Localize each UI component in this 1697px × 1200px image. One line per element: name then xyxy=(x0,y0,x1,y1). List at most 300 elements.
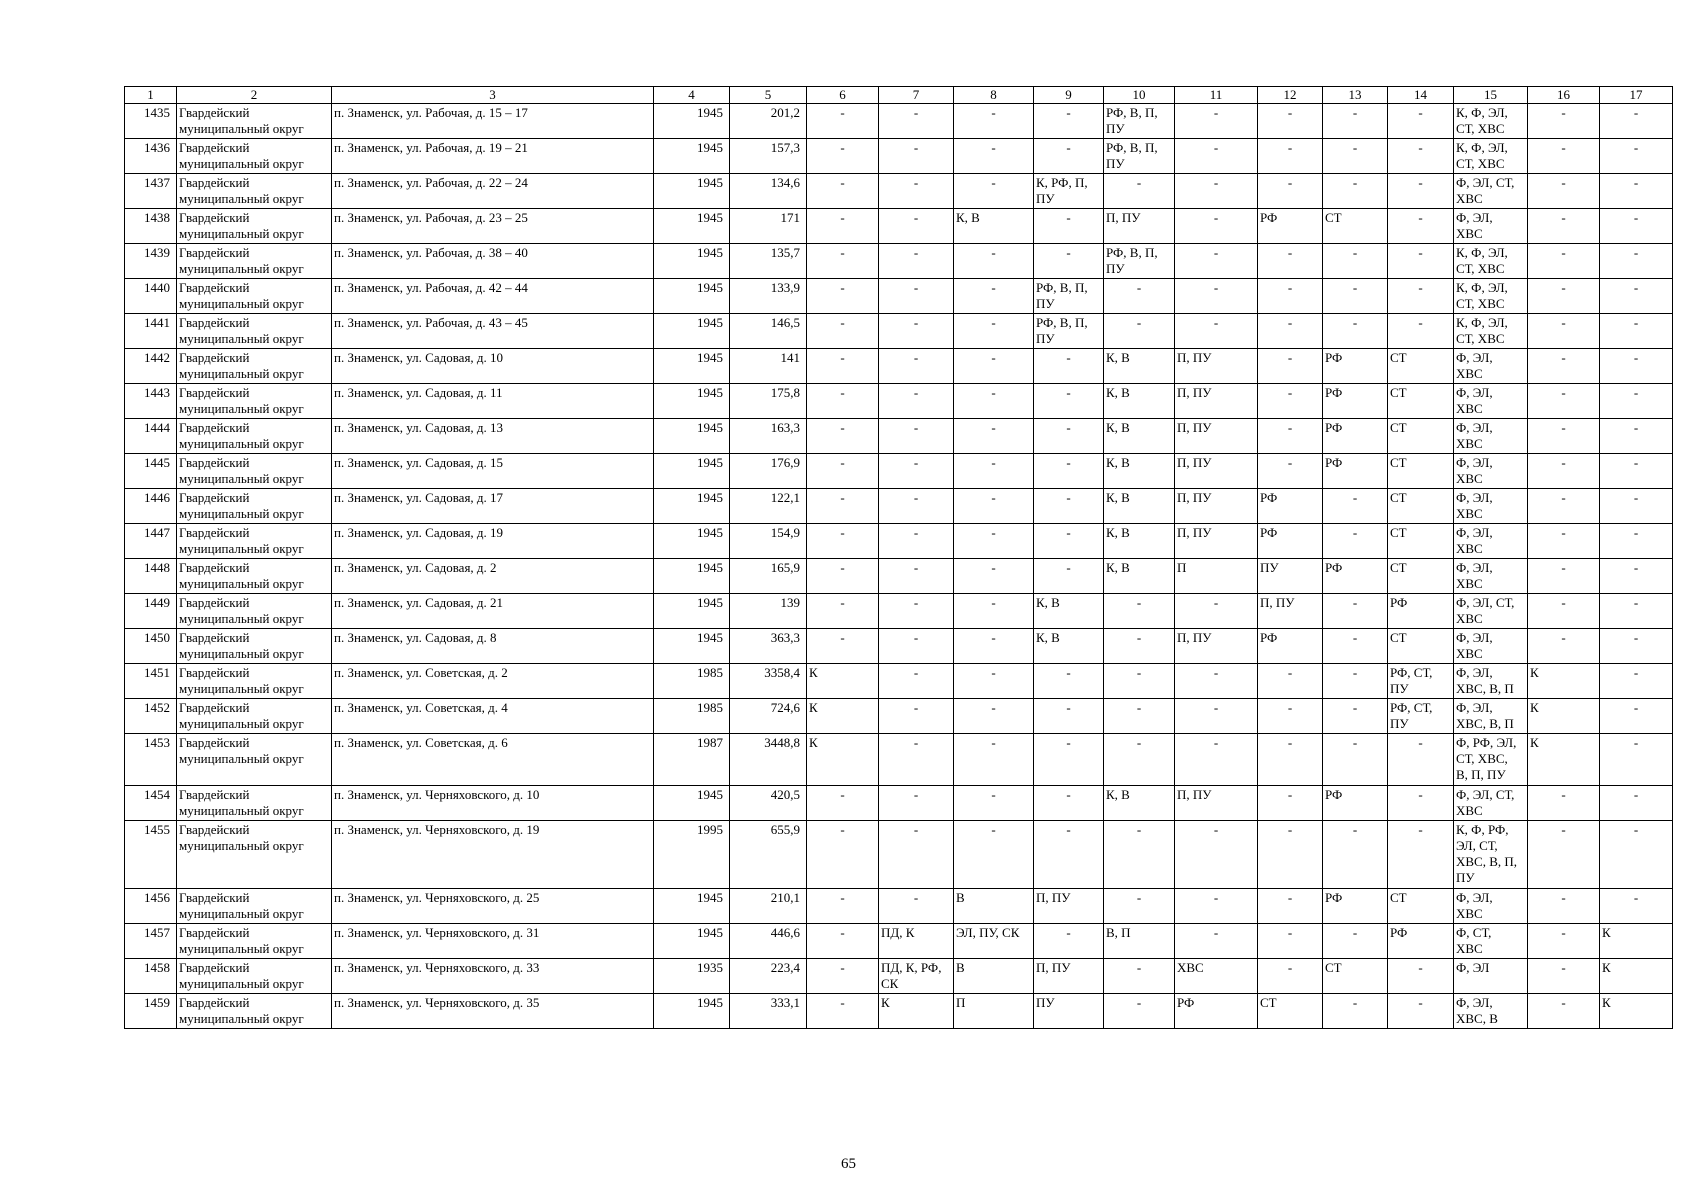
table-row xyxy=(125,104,1673,139)
table-cell: - xyxy=(1104,889,1175,924)
table-cell: ПД, К xyxy=(879,924,954,959)
table-cell: - xyxy=(879,489,954,524)
table-cell: 1945 xyxy=(654,349,730,384)
table-row xyxy=(125,734,1673,786)
table-cell: - xyxy=(1323,924,1388,959)
table-cell: - xyxy=(1323,104,1388,139)
table-cell: Гвардейский муниципальный округ xyxy=(177,314,332,349)
table-cell: - xyxy=(954,139,1034,174)
table-cell: 141 xyxy=(730,349,807,384)
table-cell: - xyxy=(1600,594,1673,629)
table-cell: П, ПУ xyxy=(1175,349,1258,384)
column-header-1: 1 xyxy=(125,87,177,104)
table-cell: 1440 xyxy=(125,279,177,314)
table-cell: - xyxy=(1104,664,1175,699)
table-cell: - xyxy=(1528,279,1600,314)
table-cell: - xyxy=(1104,594,1175,629)
table-cell: 655,9 xyxy=(730,821,807,889)
table-cell: п. Знаменск, ул. Черняховского, д. 31 xyxy=(332,924,654,959)
column-header-15: 15 xyxy=(1454,87,1528,104)
table-cell: Ф, ЭЛ, СТ, ХВС xyxy=(1454,594,1528,629)
table-cell: - xyxy=(879,104,954,139)
table-cell: п. Знаменск, ул. Садовая, д. 17 xyxy=(332,489,654,524)
table-cell: 1945 xyxy=(654,454,730,489)
table-cell: - xyxy=(1600,664,1673,699)
table-cell: Гвардейский муниципальный округ xyxy=(177,349,332,384)
table-cell: РФ xyxy=(1323,889,1388,924)
table-cell: - xyxy=(1528,139,1600,174)
table-cell: - xyxy=(1104,279,1175,314)
table-cell: п. Знаменск, ул. Рабочая, д. 38 – 40 xyxy=(332,244,654,279)
table-cell: - xyxy=(1258,349,1323,384)
table-cell: Ф, ЭЛ, СТ, ХВС xyxy=(1454,786,1528,821)
table-cell: - xyxy=(1528,174,1600,209)
table-cell: П, ПУ xyxy=(1175,419,1258,454)
table-cell: Гвардейский муниципальный округ xyxy=(177,489,332,524)
table-cell: - xyxy=(1528,244,1600,279)
table-cell: п. Знаменск, ул. Садовая, д. 10 xyxy=(332,349,654,384)
table-cell: - xyxy=(1323,821,1388,889)
table-cell: 1456 xyxy=(125,889,177,924)
table-cell: СТ xyxy=(1388,524,1454,559)
table-cell: п. Знаменск, ул. Садовая, д. 21 xyxy=(332,594,654,629)
table-cell: - xyxy=(1258,139,1323,174)
table-row xyxy=(125,209,1673,244)
table-cell: 1445 xyxy=(125,454,177,489)
table-cell: - xyxy=(1175,174,1258,209)
table-cell: 1454 xyxy=(125,786,177,821)
table-cell: п. Знаменск, ул. Рабочая, д. 15 – 17 xyxy=(332,104,654,139)
table-cell: - xyxy=(879,734,954,786)
table-cell: - xyxy=(807,419,879,454)
table-cell: 1985 xyxy=(654,699,730,734)
table-cell: К, Ф, ЭЛ, СТ, ХВС xyxy=(1454,314,1528,349)
table-cell: п. Знаменск, ул. Черняховского, д. 35 xyxy=(332,994,654,1029)
table-cell: 1435 xyxy=(125,104,177,139)
table-cell: 133,9 xyxy=(730,279,807,314)
table-cell: П, ПУ xyxy=(1175,524,1258,559)
table-cell: РФ xyxy=(1175,994,1258,1029)
table-cell: 1437 xyxy=(125,174,177,209)
table-row xyxy=(125,629,1673,664)
table-cell: К xyxy=(807,664,879,699)
table-cell: Гвардейский муниципальный округ xyxy=(177,786,332,821)
table-cell: К, В xyxy=(1104,454,1175,489)
table-cell: СТ xyxy=(1388,454,1454,489)
table-cell: - xyxy=(1388,959,1454,994)
table-cell: - xyxy=(1104,821,1175,889)
table-cell: 1945 xyxy=(654,524,730,559)
table-cell: 1441 xyxy=(125,314,177,349)
table-cell: П xyxy=(1175,559,1258,594)
table-cell: - xyxy=(1600,244,1673,279)
table-cell: П, ПУ xyxy=(1175,629,1258,664)
table-cell: ЭЛ, ПУ, СК xyxy=(954,924,1034,959)
table-cell: СТ xyxy=(1388,419,1454,454)
table-cell: п. Знаменск, ул. Садовая, д. 19 xyxy=(332,524,654,559)
table-cell: - xyxy=(1388,821,1454,889)
table-cell: - xyxy=(879,419,954,454)
table-cell: 1451 xyxy=(125,664,177,699)
table-cell: - xyxy=(807,104,879,139)
table-cell: 1446 xyxy=(125,489,177,524)
table-cell: - xyxy=(1175,594,1258,629)
table-cell: Гвардейский муниципальный округ xyxy=(177,924,332,959)
table-cell: - xyxy=(1034,419,1104,454)
table-cell: - xyxy=(1258,821,1323,889)
table-cell: - xyxy=(1175,209,1258,244)
table-cell: - xyxy=(1034,209,1104,244)
table-cell: - xyxy=(1528,959,1600,994)
table-cell: К, Ф, РФ, ЭЛ, СТ, ХВС, В, П, ПУ xyxy=(1454,821,1528,889)
table-cell: - xyxy=(1175,699,1258,734)
table-cell: СТ xyxy=(1388,629,1454,664)
table-cell: - xyxy=(1034,384,1104,419)
table-cell: - xyxy=(1175,924,1258,959)
table-cell: - xyxy=(807,924,879,959)
column-header-11: 11 xyxy=(1175,87,1258,104)
table-cell: - xyxy=(1528,419,1600,454)
table-row xyxy=(125,786,1673,821)
table-cell: 1945 xyxy=(654,594,730,629)
table-cell: - xyxy=(1034,924,1104,959)
table-cell: 1945 xyxy=(654,174,730,209)
table-cell: - xyxy=(1258,454,1323,489)
table-cell: К, Ф, ЭЛ, СТ, ХВС xyxy=(1454,244,1528,279)
table-cell: - xyxy=(954,244,1034,279)
table-cell: - xyxy=(1600,889,1673,924)
table-cell: К, В xyxy=(1104,489,1175,524)
table-cell: 165,9 xyxy=(730,559,807,594)
table-cell: 1439 xyxy=(125,244,177,279)
table-cell: п. Знаменск, ул. Советская, д. 2 xyxy=(332,664,654,699)
table-cell: - xyxy=(807,629,879,664)
table-cell: - xyxy=(954,629,1034,664)
table-cell: - xyxy=(879,699,954,734)
table-cell: - xyxy=(1034,104,1104,139)
table-cell: - xyxy=(1600,699,1673,734)
table-cell: - xyxy=(1600,349,1673,384)
table-cell: П, ПУ xyxy=(1175,489,1258,524)
table-cell: 1453 xyxy=(125,734,177,786)
table-cell: П, ПУ xyxy=(1175,454,1258,489)
table-cell: - xyxy=(807,244,879,279)
table-cell: РФ xyxy=(1388,924,1454,959)
table-cell: - xyxy=(879,664,954,699)
table-row xyxy=(125,699,1673,734)
table-cell: - xyxy=(1528,594,1600,629)
table-cell: - xyxy=(1175,821,1258,889)
table-cell: В xyxy=(954,959,1034,994)
table-cell: - xyxy=(954,821,1034,889)
table-cell: - xyxy=(1034,489,1104,524)
table-cell: 1945 xyxy=(654,786,730,821)
table-cell: - xyxy=(1528,349,1600,384)
table-cell: РФ, В, П, ПУ xyxy=(1034,279,1104,314)
table-cell: К xyxy=(807,699,879,734)
table-cell: 1945 xyxy=(654,419,730,454)
table-cell: Ф, ЭЛ, ХВС xyxy=(1454,889,1528,924)
table-cell: - xyxy=(879,384,954,419)
table-cell: - xyxy=(1388,244,1454,279)
table-cell: - xyxy=(1104,994,1175,1029)
table-cell: - xyxy=(807,139,879,174)
table-cell: П, ПУ xyxy=(1034,889,1104,924)
table-cell: Ф, ЭЛ, ХВС xyxy=(1454,559,1528,594)
table-cell: - xyxy=(1258,959,1323,994)
table-cell: П, ПУ xyxy=(1258,594,1323,629)
table-cell: - xyxy=(807,384,879,419)
table-cell: - xyxy=(954,279,1034,314)
table-cell: - xyxy=(807,314,879,349)
table-cell: - xyxy=(1175,314,1258,349)
table-cell: - xyxy=(1388,734,1454,786)
table-cell: 446,6 xyxy=(730,924,807,959)
table-cell: - xyxy=(1258,279,1323,314)
table-cell: 1458 xyxy=(125,959,177,994)
table-cell: 1438 xyxy=(125,209,177,244)
table-cell: - xyxy=(1528,104,1600,139)
table-cell: п. Знаменск, ул. Садовая, д. 15 xyxy=(332,454,654,489)
table-cell: - xyxy=(879,209,954,244)
table-cell: - xyxy=(807,594,879,629)
table-cell: Гвардейский муниципальный округ xyxy=(177,734,332,786)
table-cell: Ф, ЭЛ, ХВС xyxy=(1454,489,1528,524)
table-cell: 363,3 xyxy=(730,629,807,664)
table-cell: - xyxy=(1388,279,1454,314)
table-cell: - xyxy=(1388,104,1454,139)
column-header-4: 4 xyxy=(654,87,730,104)
table-cell: РФ, В, П, ПУ xyxy=(1034,314,1104,349)
table-cell: 1450 xyxy=(125,629,177,664)
column-header-9: 9 xyxy=(1034,87,1104,104)
table-cell: - xyxy=(954,174,1034,209)
table-cell: - xyxy=(1323,314,1388,349)
table-row xyxy=(125,994,1673,1029)
table-cell: - xyxy=(954,559,1034,594)
table-cell: - xyxy=(1104,174,1175,209)
table-cell: 1987 xyxy=(654,734,730,786)
table-cell: - xyxy=(1258,734,1323,786)
table-cell: 1945 xyxy=(654,924,730,959)
table-cell: - xyxy=(807,454,879,489)
table-cell: Гвардейский муниципальный округ xyxy=(177,454,332,489)
table-cell: РФ xyxy=(1388,594,1454,629)
table-cell: Ф, ЭЛ, ХВС xyxy=(1454,209,1528,244)
table-cell: 135,7 xyxy=(730,244,807,279)
table-cell: - xyxy=(1600,209,1673,244)
table-cell: - xyxy=(1600,454,1673,489)
table-cell: П xyxy=(954,994,1034,1029)
table-cell: РФ, В, П, ПУ xyxy=(1104,139,1175,174)
table-cell: Ф, ЭЛ, ХВС xyxy=(1454,454,1528,489)
table-cell: - xyxy=(1388,786,1454,821)
column-header-17: 17 xyxy=(1600,87,1673,104)
table-cell: 1945 xyxy=(654,889,730,924)
table-cell: РФ xyxy=(1323,384,1388,419)
table-cell: - xyxy=(807,786,879,821)
table-cell: 163,3 xyxy=(730,419,807,454)
column-header-13: 13 xyxy=(1323,87,1388,104)
table-cell: 1945 xyxy=(654,384,730,419)
table-cell: - xyxy=(954,734,1034,786)
table-cell: 171 xyxy=(730,209,807,244)
table-cell: - xyxy=(879,594,954,629)
table-cell: - xyxy=(1600,489,1673,524)
table-cell: - xyxy=(1600,314,1673,349)
table-cell: Ф, ЭЛ, ХВС, В xyxy=(1454,994,1528,1029)
table-cell: Гвардейский муниципальный округ xyxy=(177,699,332,734)
table-cell: - xyxy=(1175,734,1258,786)
table-cell: - xyxy=(1258,314,1323,349)
table-cell: Ф, ЭЛ, СТ, ХВС xyxy=(1454,174,1528,209)
table-cell: - xyxy=(1258,699,1323,734)
table-cell: - xyxy=(1258,664,1323,699)
table-cell: П, ПУ xyxy=(1034,959,1104,994)
table-cell: - xyxy=(1104,959,1175,994)
table-cell: К xyxy=(1600,924,1673,959)
table-row xyxy=(125,594,1673,629)
table-cell: - xyxy=(1600,734,1673,786)
table-cell: Ф, ЭЛ, ХВС, В, П xyxy=(1454,699,1528,734)
table-cell: 1449 xyxy=(125,594,177,629)
table-cell: 146,5 xyxy=(730,314,807,349)
table-cell: - xyxy=(1258,174,1323,209)
table-cell: - xyxy=(1323,139,1388,174)
table-cell: РФ xyxy=(1258,209,1323,244)
table-cell: - xyxy=(1258,244,1323,279)
table-cell: 154,9 xyxy=(730,524,807,559)
table-cell: п. Знаменск, ул. Садовая, д. 13 xyxy=(332,419,654,454)
column-header-16: 16 xyxy=(1528,87,1600,104)
table-cell: 1448 xyxy=(125,559,177,594)
table-cell: 3358,4 xyxy=(730,664,807,699)
table-cell: СТ xyxy=(1388,349,1454,384)
table-cell: - xyxy=(1175,139,1258,174)
table-cell: - xyxy=(879,314,954,349)
table-cell: - xyxy=(879,244,954,279)
table-cell: - xyxy=(807,174,879,209)
table-cell: Ф, ЭЛ, ХВС xyxy=(1454,384,1528,419)
table-cell: К xyxy=(1528,699,1600,734)
table-cell: - xyxy=(807,209,879,244)
table-cell: К xyxy=(879,994,954,1029)
table-cell: 1945 xyxy=(654,104,730,139)
table-cell: - xyxy=(1323,664,1388,699)
table-cell: К, В xyxy=(1104,384,1175,419)
table-cell: ПД, К, РФ, СК xyxy=(879,959,954,994)
table-cell: Ф, ЭЛ, ХВС xyxy=(1454,524,1528,559)
table-cell: 1457 xyxy=(125,924,177,959)
table-cell: К, В xyxy=(1104,349,1175,384)
column-header-6: 6 xyxy=(807,87,879,104)
table-cell: - xyxy=(1528,209,1600,244)
table-cell: 134,6 xyxy=(730,174,807,209)
table-cell: - xyxy=(954,104,1034,139)
table-cell: 1945 xyxy=(654,209,730,244)
table-cell: Гвардейский муниципальный округ xyxy=(177,594,332,629)
table-cell: - xyxy=(1323,994,1388,1029)
column-header-3: 3 xyxy=(332,87,654,104)
table-cell: 139 xyxy=(730,594,807,629)
table-row xyxy=(125,419,1673,454)
table-cell: ПУ xyxy=(1258,559,1323,594)
table-cell: - xyxy=(879,174,954,209)
table-cell: Гвардейский муниципальный округ xyxy=(177,244,332,279)
table-cell: - xyxy=(879,786,954,821)
table-cell: Ф, ЭЛ, ХВС, В, П xyxy=(1454,664,1528,699)
table-cell: - xyxy=(954,384,1034,419)
table-row xyxy=(125,489,1673,524)
table-cell: - xyxy=(1323,524,1388,559)
table-cell: - xyxy=(1528,629,1600,664)
table-cell: - xyxy=(1034,139,1104,174)
table-cell: 1442 xyxy=(125,349,177,384)
table-cell: - xyxy=(1528,889,1600,924)
table-row xyxy=(125,821,1673,889)
table-cell: - xyxy=(1175,104,1258,139)
table-cell: - xyxy=(879,889,954,924)
table-cell: - xyxy=(1323,279,1388,314)
table-row xyxy=(125,924,1673,959)
table-cell: - xyxy=(879,524,954,559)
table-cell: 157,3 xyxy=(730,139,807,174)
table-cell: п. Знаменск, ул. Рабочая, д. 42 – 44 xyxy=(332,279,654,314)
table-cell: Гвардейский муниципальный округ xyxy=(177,889,332,924)
table-cell: - xyxy=(1600,174,1673,209)
table-cell: Гвардейский муниципальный округ xyxy=(177,174,332,209)
table-cell: - xyxy=(1034,821,1104,889)
table-cell: - xyxy=(1034,786,1104,821)
table-cell: - xyxy=(879,454,954,489)
table-cell: 201,2 xyxy=(730,104,807,139)
table-cell: Гвардейский муниципальный округ xyxy=(177,821,332,889)
column-header-7: 7 xyxy=(879,87,954,104)
table-cell: - xyxy=(1258,419,1323,454)
table-row xyxy=(125,384,1673,419)
table-cell: - xyxy=(1258,786,1323,821)
table-cell: - xyxy=(807,994,879,1029)
table-cell: СТ xyxy=(1388,489,1454,524)
table-cell: РФ xyxy=(1258,489,1323,524)
table-cell: - xyxy=(1258,889,1323,924)
table-cell: 1945 xyxy=(654,139,730,174)
table-cell: - xyxy=(879,629,954,664)
table-cell: К, В xyxy=(954,209,1034,244)
table-cell: - xyxy=(1600,104,1673,139)
table-cell: 223,4 xyxy=(730,959,807,994)
table-cell: 1459 xyxy=(125,994,177,1029)
table-cell: РФ xyxy=(1323,419,1388,454)
table-cell: К xyxy=(1528,664,1600,699)
table-cell: - xyxy=(1388,174,1454,209)
table-cell: - xyxy=(1528,924,1600,959)
table-cell: Гвардейский муниципальный округ xyxy=(177,419,332,454)
table-cell: П, ПУ xyxy=(1104,209,1175,244)
table-cell: - xyxy=(1034,454,1104,489)
table-cell: 1436 xyxy=(125,139,177,174)
table-row xyxy=(125,279,1673,314)
table-cell: Ф, СТ, ХВС xyxy=(1454,924,1528,959)
table-cell: Ф, ЭЛ, ХВС xyxy=(1454,349,1528,384)
table-cell: - xyxy=(879,821,954,889)
table-cell: - xyxy=(1034,524,1104,559)
table-cell: 1945 xyxy=(654,244,730,279)
table-cell: п. Знаменск, ул. Черняховского, д. 33 xyxy=(332,959,654,994)
table-cell: - xyxy=(1388,994,1454,1029)
table-cell: П, ПУ xyxy=(1175,786,1258,821)
table-cell: - xyxy=(1323,734,1388,786)
